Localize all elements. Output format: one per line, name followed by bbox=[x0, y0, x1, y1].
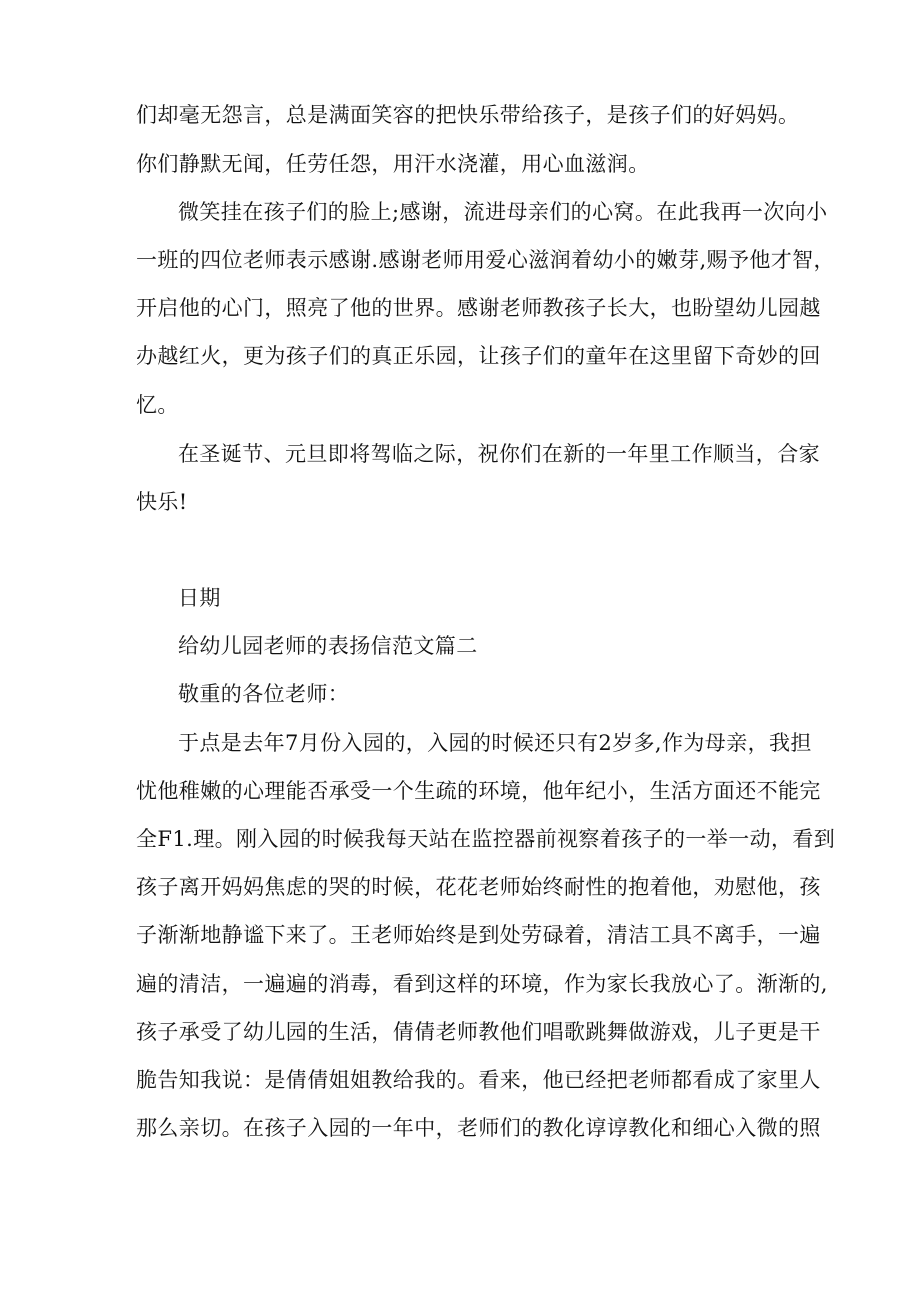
salutation: 敬重的各位老师： bbox=[178, 682, 350, 706]
text-line: 微笑挂在孩子们的脸上;感谢，流进母亲们的心窝。在此我再一次向小 bbox=[178, 200, 828, 224]
text-line: 遍的清洁，一遍遍的消毒，看到这样的环境，作为家长我放心了。渐渐的, bbox=[136, 972, 828, 996]
text-line: 子渐渐地静谧下来了。王老师始终是到处劳碌着，清洁工具不离手，一遍 bbox=[136, 923, 821, 947]
section-title: 给幼儿园老师的表扬信范文篇二 bbox=[178, 634, 478, 658]
text-line: 于点是去年7月份入园的，入园的时候还只有2岁多,作为母亲，我担 bbox=[178, 731, 812, 755]
text-line: 快乐! bbox=[136, 490, 188, 514]
text-line: 孩子承受了幼儿园的生活，倩倩老师教他们唱歌跳舞做游戏，儿子更是干 bbox=[136, 1020, 821, 1044]
text-line: 一班的四位老师表示感谢.感谢老师用爱心滋润着幼小的嫩芽,赐予他才智， bbox=[136, 248, 835, 272]
text-line: 忆。 bbox=[136, 393, 179, 417]
text-line: 开启他的心门，照亮了他的世界。感谢老师教孩子长大，也盼望幼儿园越 bbox=[136, 296, 821, 320]
text-line: 你们静默无闻，任劳任怨，用汗水浇灌，用心血滋润。 bbox=[136, 152, 650, 176]
text-line: 脆告知我说：是倩倩姐姐教给我的。看来，他已经把老师都看成了家里人 bbox=[136, 1068, 821, 1092]
text-line: 们却毫无怨言，总是满面笑容的把快乐带给孩子，是孩子们的好妈妈。 bbox=[136, 103, 800, 127]
date-label: 日期 bbox=[178, 586, 221, 610]
text-line: 全F1.理。刚入园的时候我每天站在监控器前视察着孩子的一举一动，看到 bbox=[136, 827, 836, 851]
text-line: 孩子离开妈妈焦虑的哭的时候，花花老师始终耐性的抱着他，劝慰他，孩 bbox=[136, 875, 821, 899]
text-line: 忧他稚嫩的心理能否承受一个生疏的环境，他年纪小，生活方面还不能完 bbox=[136, 779, 821, 803]
text-line: 那么亲切。在孩子入园的一年中，老师们的教化谆谆教化和细心入微的照 bbox=[136, 1116, 821, 1140]
text-line: 在圣诞节、元旦即将驾临之际，祝你们在新的一年里工作顺当，合家 bbox=[178, 442, 820, 466]
text-line: 办越红火，更为孩子们的真正乐园，让孩子们的童年在这里留下奇妙的回 bbox=[136, 344, 821, 368]
